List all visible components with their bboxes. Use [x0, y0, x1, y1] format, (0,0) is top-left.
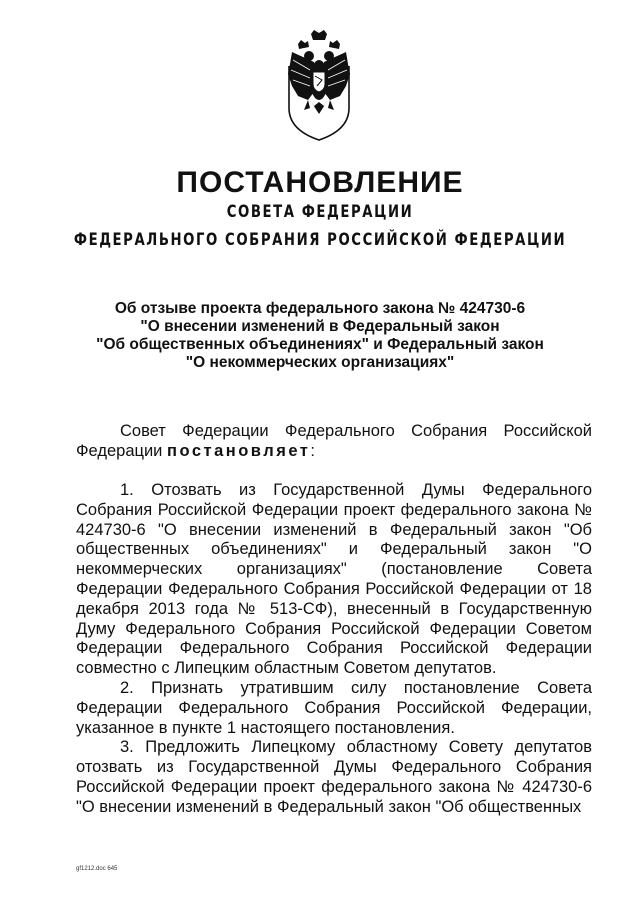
issuer-line-1: СОВЕТА ФЕДЕРАЦИИ — [226, 202, 414, 222]
file-footer: gf1212.doc 645 — [76, 866, 118, 872]
coat-of-arms-icon — [284, 30, 354, 142]
document-title: ПОСТАНОВЛЕНИЕ — [176, 166, 464, 199]
issuer-line-2: ФЕДЕРАЛЬНОГО СОБРАНИЯ РОССИЙСКОЙ ФЕДЕРАЦИИ — [73, 230, 567, 250]
subject-line: "О внесении изменений в Федеральный закон — [140, 318, 500, 335]
subject-line: "Об общественных объединениях" и Федеральный закон — [96, 336, 544, 353]
subject-line: Об отзыве проекта федерального закона № 424730-6 — [114, 300, 526, 317]
intro-text: Совет Федерации Федерального Собрания Российской Федерации — [76, 422, 592, 460]
intro-verb: постановляет — [167, 441, 311, 460]
document-subject — [0, 300, 640, 372]
intro-end: : — [310, 441, 315, 460]
resolution-item: 2. Признать утратившим силу постановление Совета Федерации Федерального Собрания Российской Федерации, указанное в пункте 1 настоящего постановления. — [76, 678, 592, 737]
resolution-item: 3. Предложить Липецкому областному Совету депутатов отозвать из Государственной Думы Федерального Собрания Российской Федерации проект федерального закона № 424730-6 "О внесении изменений в Федеральный закон "Об общественных — [76, 738, 592, 816]
resolution-item: 1. Отозвать из Государственной Думы Федерального Собрания Российской Федерации проект федерального закона № 424730-6 "О внесении изменений в Федеральный закон "Об общественных объединениях" и Федеральный закон "О некоммерческих организациях" (постановление Совета Федерации Федерального Собрания Российской Федерации от 18 декабря 2013 года № 513-СФ), внесенный в Государственную Думу Федерального Собрания Российской Федерации Советом Федерации Федерального Собрания Российской Федерации совместно с Липецким областным Советом депутатов. — [76, 481, 592, 678]
subject-line: "О некоммерческих организациях" — [185, 354, 455, 371]
resolution-items — [76, 481, 592, 818]
intro-paragraph — [76, 422, 592, 462]
